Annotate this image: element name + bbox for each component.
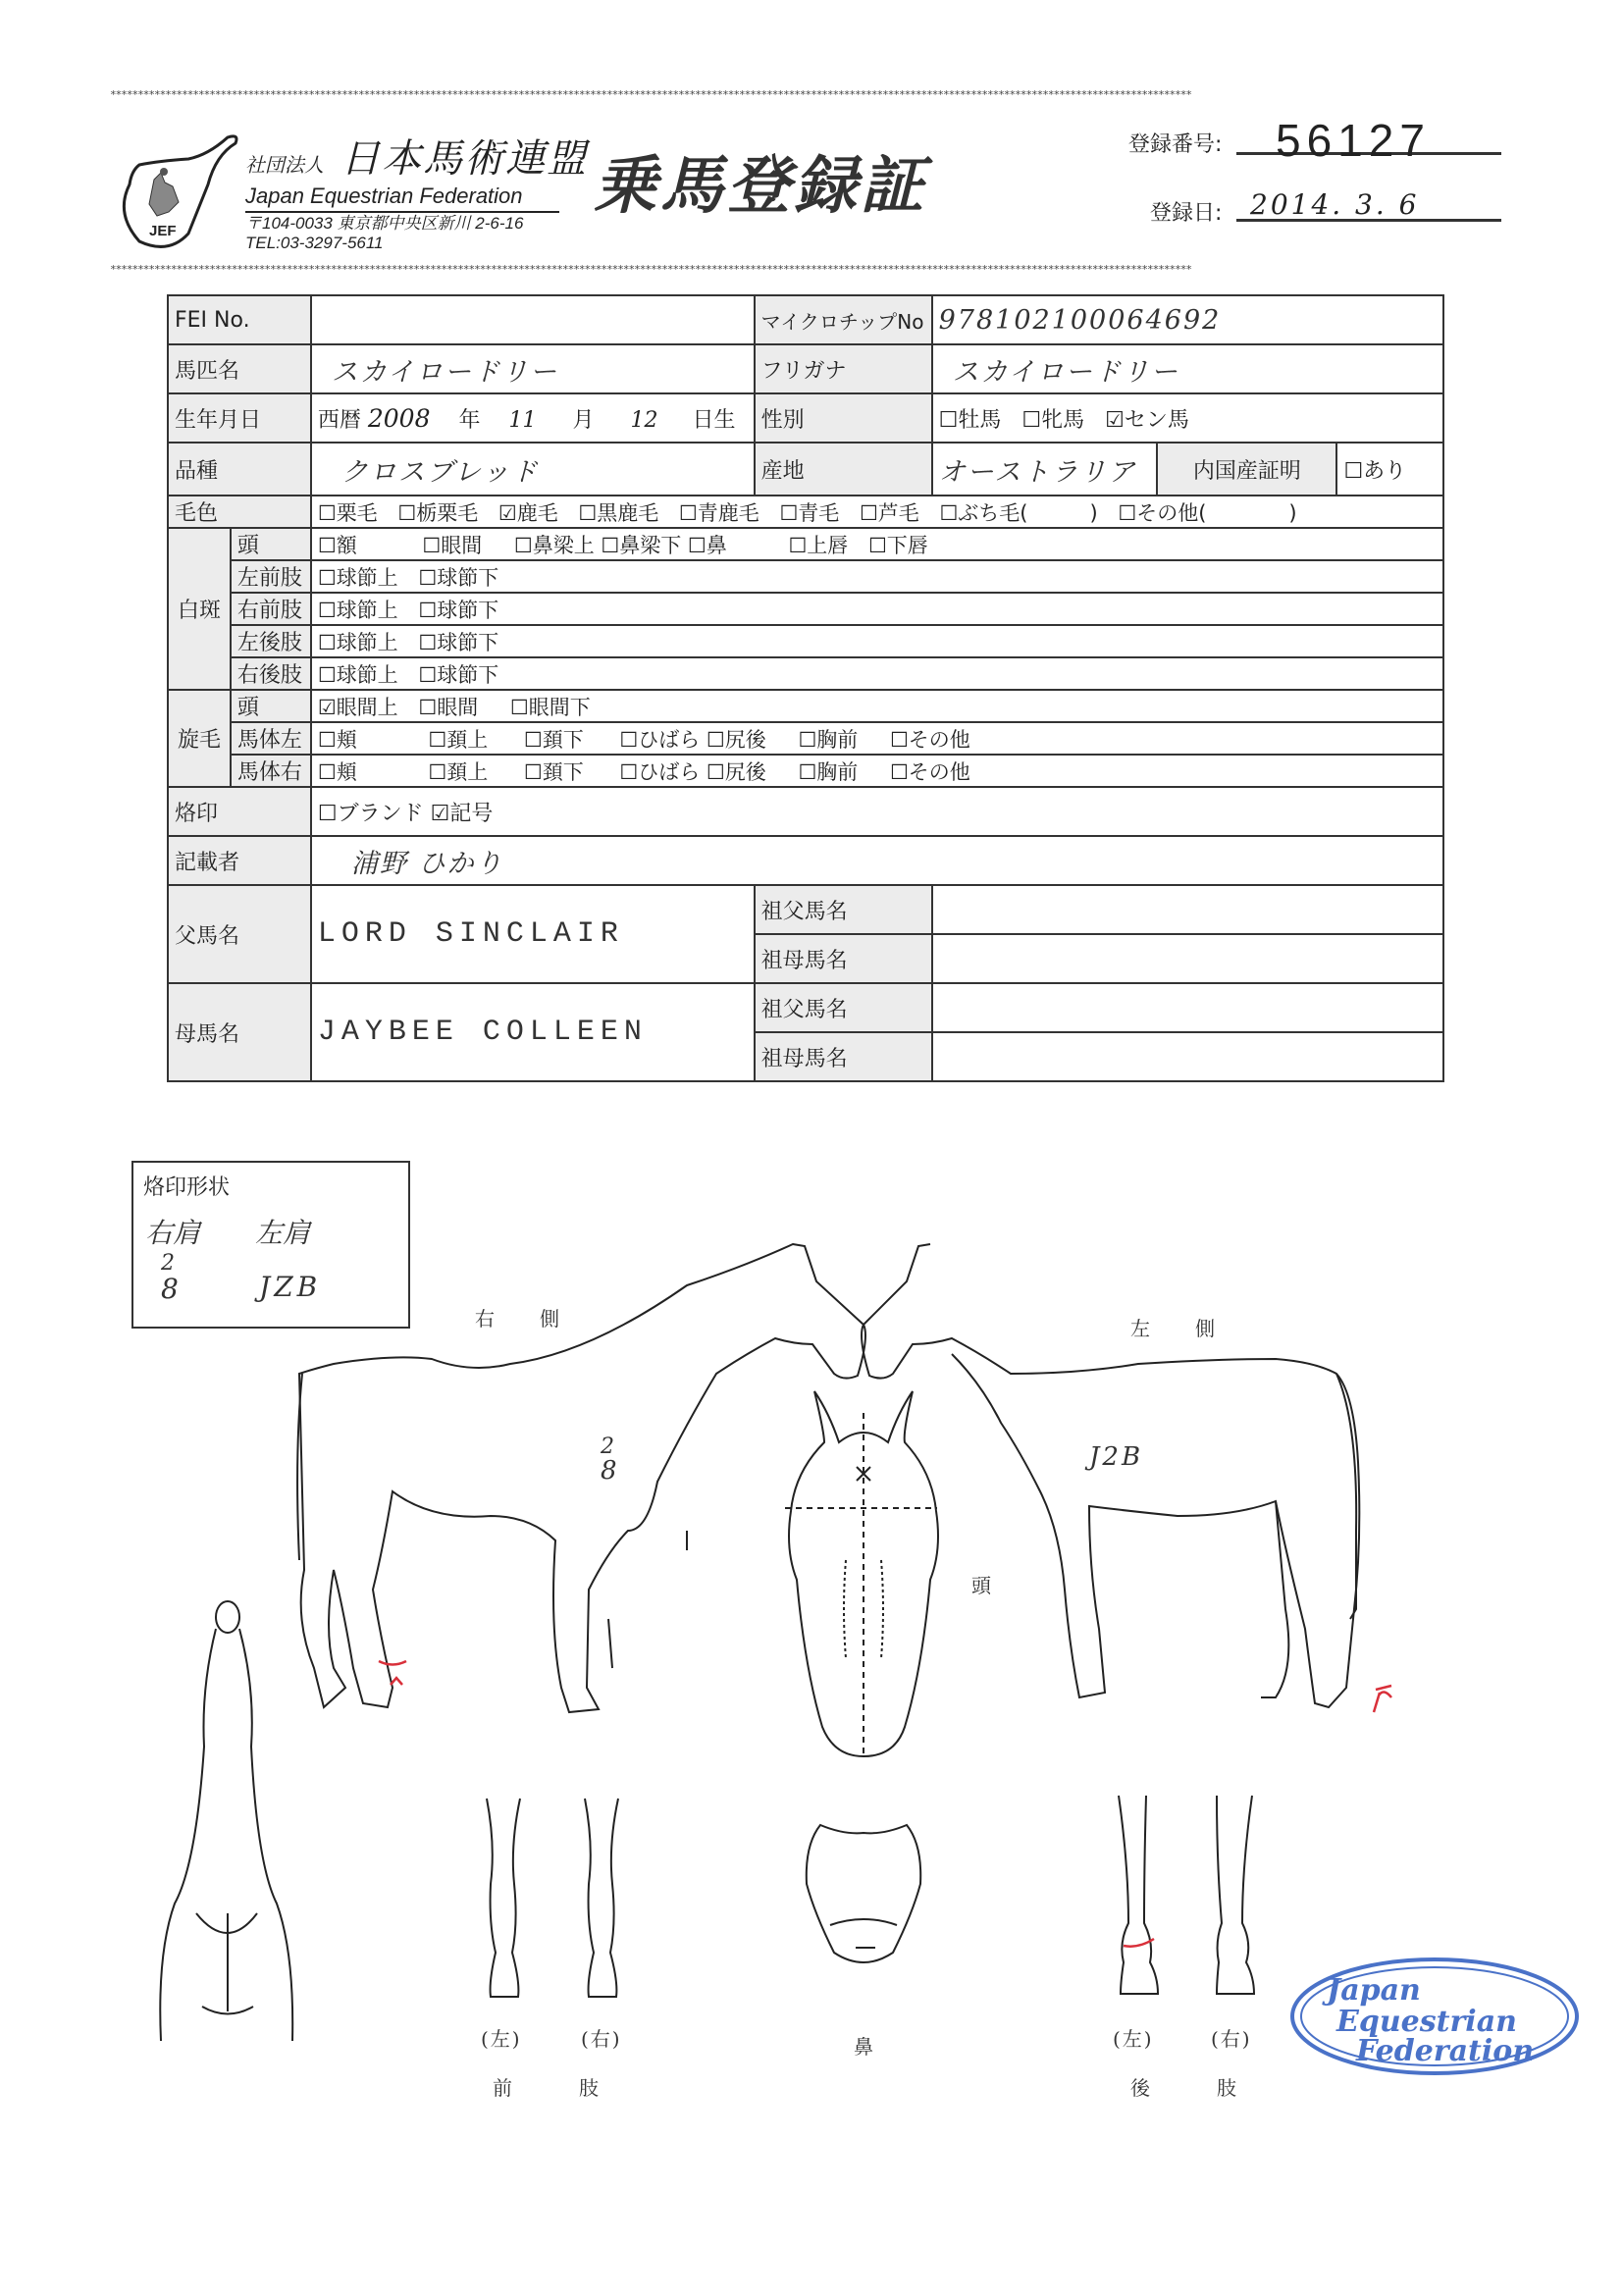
svg-text:Japan: Japan xyxy=(1327,1973,1421,2008)
hind-legs-icon xyxy=(1119,1796,1254,1994)
year-unit: 年 xyxy=(458,407,481,433)
left-body-mark: J2B xyxy=(1089,1442,1144,1472)
fore-right-label: (右) xyxy=(581,2027,622,2051)
origin-field[interactable]: オーストラリア xyxy=(932,443,1158,496)
birth-date-label: 生年月日 xyxy=(168,393,311,443)
org-tel: TEL:03-3297-5611 xyxy=(245,234,384,252)
whorl-right-lower-neck[interactable]: ☐頚下 xyxy=(523,759,584,784)
white-rh-below[interactable]: ☐球節下 xyxy=(418,662,499,687)
svg-text:Equestrian: Equestrian xyxy=(1336,2005,1517,2039)
sex-option-stallion[interactable]: ☐牡馬 xyxy=(938,407,1002,433)
document-title: 乗馬登録証 xyxy=(594,150,927,223)
birth-month: 11 xyxy=(508,407,537,433)
white-between-eyes[interactable]: ☐眼間 xyxy=(422,533,483,557)
coat-black[interactable]: ☐青毛 xyxy=(779,500,840,525)
white-lf-above[interactable]: ☐球節上 xyxy=(317,565,398,590)
dam-field[interactable]: JAYBEE COLLEEN xyxy=(311,983,755,1081)
fore-legs-icon xyxy=(487,1799,618,1997)
white-markings-label: 白斑 xyxy=(168,528,231,690)
white-marking-annotations xyxy=(379,1661,1391,1947)
sex-option-gelding[interactable]: ☑セン馬 xyxy=(1105,407,1189,433)
sex-option-mare[interactable]: ☐牝馬 xyxy=(1021,407,1085,433)
coat-brown[interactable]: ☐青鹿毛 xyxy=(678,500,759,525)
registration-number-value: 56127 xyxy=(1236,114,1501,155)
bottom-star-rule: **************************************************************************************************************************************************************************************************** xyxy=(110,265,1192,275)
coat-dark-chestnut[interactable]: ☐栃栗毛 xyxy=(397,500,479,525)
birth-day: 12 xyxy=(630,407,658,433)
white-lower-lip[interactable]: ☐下唇 xyxy=(867,533,928,557)
brand-label: 烙印 xyxy=(168,787,311,836)
head-front-icon xyxy=(785,1391,938,1756)
right-mark-top: 2 xyxy=(161,1251,175,1276)
whorl-right-other[interactable]: ☐その他 xyxy=(889,759,970,784)
breed-field[interactable]: クロスブレッド xyxy=(311,443,755,496)
dam-label: 母馬名 xyxy=(168,983,311,1081)
dam-granddam-label: 祖母馬名 xyxy=(755,1032,932,1081)
whorl-right-upper-neck[interactable]: ☐頚上 xyxy=(428,759,489,784)
white-upper-bridge[interactable]: ☐鼻梁上 xyxy=(513,533,595,557)
origin-label: 産地 xyxy=(755,443,932,496)
whorl-right-rump[interactable]: ☐尻後 xyxy=(706,759,766,784)
sire-grandsire-label: 祖父馬名 xyxy=(755,885,932,934)
whorl-between-eyes[interactable]: ☐眼間 xyxy=(418,695,479,719)
hind-left-label: (左) xyxy=(1113,2027,1154,2051)
day-unit: 日生 xyxy=(692,407,736,433)
whorl-left-flank[interactable]: ☐ひばら xyxy=(619,727,701,752)
whorl-right-flank[interactable]: ☐ひばら xyxy=(619,759,701,784)
org-name-en: Japan Equestrian Federation xyxy=(245,183,559,213)
white-lh-above[interactable]: ☐球節上 xyxy=(317,630,398,654)
white-rf-below[interactable]: ☐球節下 xyxy=(418,598,499,622)
whorls-label: 旋毛 xyxy=(168,690,231,787)
svg-text:JEF: JEF xyxy=(149,223,177,239)
coat-pinto[interactable]: ☐ぶち毛( ) xyxy=(939,500,1098,525)
white-lh-label: 左後肢 xyxy=(231,625,311,657)
white-rf-above[interactable]: ☐球節上 xyxy=(317,598,398,622)
registration-number-label: 登録番号: xyxy=(1128,132,1223,157)
left-side-label: 左 側 xyxy=(1130,1317,1217,1340)
fei-no-label: FEI No. xyxy=(168,295,311,344)
brand-shape-title: 烙印形状 xyxy=(143,1175,231,1200)
whorl-body-left-label: 馬体左 xyxy=(231,722,311,755)
whorl-left-cheek[interactable]: ☐頬 xyxy=(317,727,357,752)
white-rh-above[interactable]: ☐球節上 xyxy=(317,662,398,687)
whorl-left-lower-neck[interactable]: ☐頚下 xyxy=(523,727,584,752)
white-lower-bridge[interactable]: ☐鼻梁下 xyxy=(601,533,682,557)
org-address: 〒104-0033 東京都中央区新川 2-6-16 xyxy=(245,214,524,233)
coat-grey[interactable]: ☐芦毛 xyxy=(859,500,919,525)
sex-label: 性別 xyxy=(755,393,932,443)
coat-dark-bay[interactable]: ☐黒鹿毛 xyxy=(578,500,659,525)
white-head-label: 頭 xyxy=(231,528,311,560)
fore-left-label: (左) xyxy=(481,2027,522,2051)
coat-color-label: 毛色 xyxy=(168,496,311,528)
whorl-left-upper-neck[interactable]: ☐頚上 xyxy=(428,727,489,752)
domestic-cert-option[interactable]: ☐あり xyxy=(1336,443,1443,496)
fore-limbs-label: 前 肢 xyxy=(493,2076,601,2100)
registration-date-value: 2014. 3. 6 xyxy=(1236,188,1501,222)
recorder-field[interactable]: 浦野 ひかり xyxy=(311,836,1443,885)
brand-option-brand[interactable]: ☐ブランド xyxy=(317,801,424,826)
white-forehead[interactable]: ☐額 xyxy=(317,533,357,557)
breed-label: 品種 xyxy=(168,443,311,496)
horse-name-field[interactable]: スカイロードリー xyxy=(311,344,755,393)
whorl-body-right-label: 馬体右 xyxy=(231,755,311,787)
nose-icon xyxy=(807,1825,920,1962)
top-star-rule: **************************************************************************************************************************************************************************************************** xyxy=(110,90,1192,100)
dam-grandsire-label: 祖父馬名 xyxy=(755,983,932,1032)
white-lf-label: 左前肢 xyxy=(231,560,311,593)
right-side-label: 右 側 xyxy=(475,1307,561,1331)
whorl-left-other[interactable]: ☐その他 xyxy=(889,727,970,752)
svg-text:Federation: Federation xyxy=(1356,2034,1535,2068)
right-body-mark-bottom: 8 xyxy=(601,1456,617,1486)
coat-other[interactable]: ☐その他( ) xyxy=(1118,500,1297,525)
right-mark-bottom: 8 xyxy=(161,1273,179,1305)
white-lf-below[interactable]: ☐球節下 xyxy=(418,565,499,590)
head-label: 頭 xyxy=(971,1574,993,1597)
whorl-left-rump[interactable]: ☐尻後 xyxy=(706,727,766,752)
right-body-mark-top: 2 xyxy=(601,1435,614,1459)
domestic-cert-label: 内国産証明 xyxy=(1157,443,1336,496)
left-side-horse-icon xyxy=(862,1244,1359,1707)
org-name-jp: 日本馬術連盟 xyxy=(340,136,589,182)
era-label: 西暦 xyxy=(317,407,361,433)
whorl-right-chest[interactable]: ☐胸前 xyxy=(798,759,859,784)
white-upper-lip[interactable]: ☐上唇 xyxy=(788,533,849,557)
sire-field[interactable]: LORD SINCLAIR xyxy=(311,885,755,983)
sire-granddam-label: 祖母馬名 xyxy=(755,934,932,983)
hind-right-label: (右) xyxy=(1211,2027,1252,2051)
registration-date-label: 登録日: xyxy=(1150,201,1223,226)
microchip-field[interactable]: 978102100064692 xyxy=(932,295,1443,344)
left-mark: JZB xyxy=(259,1271,322,1303)
left-shoulder-label: 左肩 xyxy=(255,1217,311,1249)
whorl-below-eyes[interactable]: ☐眼間下 xyxy=(509,695,591,719)
jef-stamp-icon xyxy=(1287,1953,1582,2080)
recorder-label: 記載者 xyxy=(168,836,311,885)
hind-limbs-label: 後 肢 xyxy=(1130,2076,1238,2100)
white-rf-label: 右前肢 xyxy=(231,593,311,625)
nose-label: 鼻 xyxy=(854,2035,875,2059)
whorl-right-cheek[interactable]: ☐頬 xyxy=(317,759,357,784)
microchip-label: マイクロチップNo xyxy=(755,295,932,344)
whorl-head-label: 頭 xyxy=(231,690,311,722)
white-lh-below[interactable]: ☐球節下 xyxy=(418,630,499,654)
furigana-label: フリガナ xyxy=(755,344,932,393)
right-side-horse-icon xyxy=(297,1244,865,1712)
corp-type: 社団法人 xyxy=(245,153,324,177)
whorl-above-eyes[interactable]: ☑眼間上 xyxy=(317,695,398,719)
month-unit: 月 xyxy=(572,407,595,433)
white-nose[interactable]: ☐鼻 xyxy=(687,533,727,557)
white-rh-label: 右後肢 xyxy=(231,657,311,690)
furigana-field[interactable]: スカイロードリー xyxy=(932,344,1443,393)
horse-name-label: 馬匹名 xyxy=(168,344,311,393)
top-view-body-icon xyxy=(160,1601,292,2041)
brand-option-symbol[interactable]: ☑記号 xyxy=(430,801,494,826)
whorl-left-chest[interactable]: ☐胸前 xyxy=(798,727,859,752)
coat-bay[interactable]: ☑鹿毛 xyxy=(497,500,558,525)
birth-year: 2008 xyxy=(367,403,431,433)
coat-chestnut[interactable]: ☐栗毛 xyxy=(317,500,378,525)
sire-label: 父馬名 xyxy=(168,885,311,983)
right-shoulder-label: 右肩 xyxy=(145,1217,201,1249)
